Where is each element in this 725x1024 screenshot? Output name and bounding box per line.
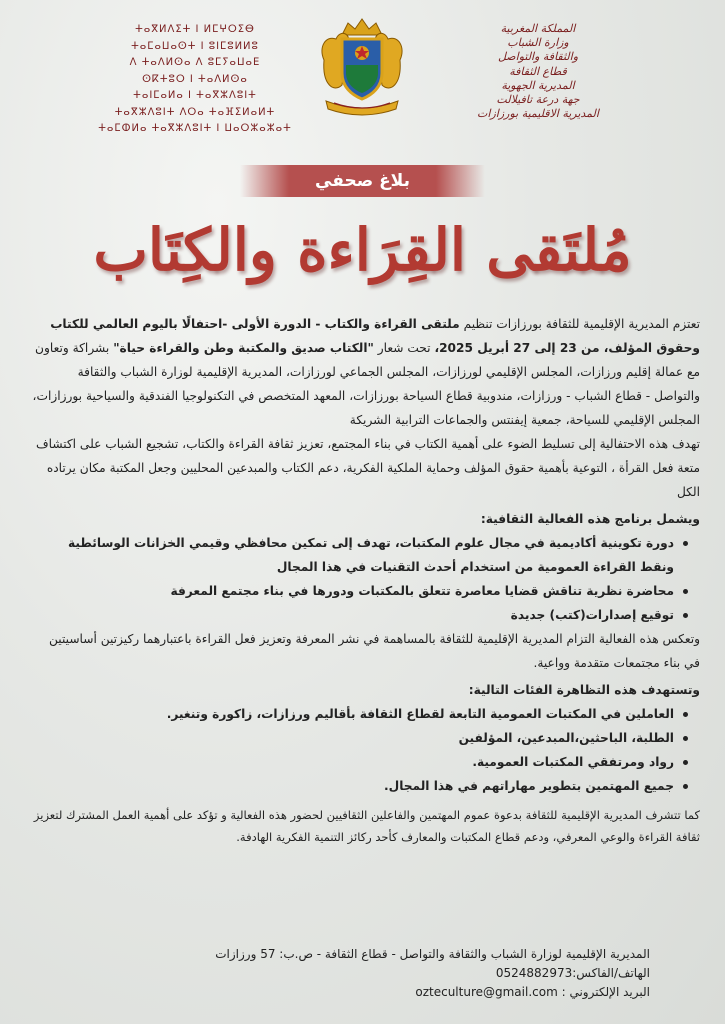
event-slogan: "الكتاب صديق والمكتبة وطن والقراءة حياة": [113, 341, 374, 355]
commitment-paragraph: وتعكس هذه الفعالية التزام المديرية الإقليمية للثقافة بالمساهمة في نشر المعرفة وتعزيز فعل القراءة باعتبارهما ركيزتين أساسيتين في بناء مجتمعات متقدمة وواعية.: [49, 632, 700, 670]
program-list: [30, 531, 700, 627]
contact-phone-row: [40, 964, 650, 983]
audience-heading: وتستهدف هذه التظاهرة الفئات التالية:: [468, 683, 700, 697]
contact-email-row: [40, 983, 650, 1002]
tifinagh-line: ⵜⴰⴳⵍⴷⵉⵜ ⵏ ⵍⵎⵖⵔⵉⴱ: [135, 24, 255, 35]
contact-block: [40, 945, 650, 1002]
list-item: دورة تكوينية أكاديمية في مجال علوم المكتبات، تهدف إلى تمكين محافظي وقيمي الخزانات الوسائطية ونقط القراءة العمومية من استخدام أحدث التقنيات في هذا المجال: [30, 531, 688, 579]
list-item: رواد ومرتفقي المكتبات العمومية.: [30, 750, 688, 774]
goals-paragraph: تهدف هذه الاحتفالية إلى تسليط الضوء على أهمية الكتاب في بناء المجتمع، تعزيز ثقافة القراءة والكتاب، تشجيع الشباب على اكتشاف متعة فعل القرأة ، التوعية بأهمية حقوق المؤلف وحماية الملكية الفكرية، دعم الكتاب والمبدعين المحليين وجعل المكتبة مكان يرتاده الكل: [35, 437, 700, 499]
press-release-banner: بلاغ صحفي: [240, 165, 485, 197]
list-item: جميع المهتمين بتطوير مهاراتهم في هذا المجال.: [30, 774, 688, 798]
intro-paragraph: [30, 312, 700, 432]
body-text: [30, 312, 700, 848]
list-item: الطلبة، الباحثين،المبدعين، المؤلفين: [30, 726, 688, 750]
arabic-header-line: المديرية الاقليمية بورزازات: [477, 107, 599, 121]
arabic-header-line: المديرية الجهوية: [501, 78, 575, 92]
arabic-header-line: المملكة المغربية: [500, 22, 576, 35]
tifinagh-line: ⴷ ⵜⴰⴷⵍⵙⴰ ⴷ ⵓⵎⵢⴰⵡⴰⴹ: [129, 57, 261, 68]
arabic-header-line: والثقافة والتواصل: [497, 50, 579, 64]
email-link[interactable]: ozteculture@gmail.com: [415, 985, 558, 999]
tifinagh-line: ⵜⴰⴳⵣⴷⵓⵏⵜ ⴷⵔⴰ ⵜⴰⴼⵉⵍⴰⵍⵜ: [114, 106, 276, 118]
arabic-header-line: وزارة الشباب: [507, 36, 569, 50]
tifinagh-line: ⵜⴰⵏⵎⴰⵍⴰ ⵏ ⵜⴰⴳⵣⴷⵓⵏⵜ: [133, 90, 257, 101]
arabic-header-line: جهة درعة تافيلالت: [496, 93, 580, 107]
page-title: مُلتَقى القِرَاءة والكِتَاب: [93, 216, 632, 284]
intro-text: تحت شعار: [373, 341, 435, 355]
tifinagh-line: ⵜⴰⵎⴰⵡⴰⵙⵜ ⵏ ⵓⵏⵎⵓⵍⵍⵓ: [131, 40, 259, 52]
list-item: توقيع إصدارات(كتب) جديدة: [30, 603, 688, 627]
phone-label: الهاتف/الفاكس:: [572, 966, 650, 980]
coat-of-arms-icon: [312, 15, 412, 120]
tifinagh-header: [95, 22, 295, 138]
list-item: العاملين في المكتبات العمومية التابعة لقطاع الثقافة بأقاليم ورزازات، زاكورة وتنغير.: [30, 702, 688, 726]
event-name: ملتقى القراءة والكتاب - الدورة الأولى -احتفالًا باليوم العالمي للكتاب وحقوق المؤلف، من 23 إلى 27 أبريل 2025،: [50, 317, 700, 355]
tifinagh-line: ⵜⴰⵎⵀⵍⴰ ⵜⴰⴳⵣⴷⵓⵏⵜ ⵏ ⵡⴰⵔⵣⴰⵣⴰⵜ: [98, 123, 292, 134]
program-heading: ويشمل برنامج هذه الفعالية الثقافية:: [480, 512, 700, 526]
closing-paragraph: كما تتشرف المديرية الإقليمية للثقافة بدعوة عموم المهتمين والفاعلين الثقافيين لحضور هذه الفعالية و تؤكد على أهمية العمل المشترك لتعزيز ثقافة القراءة والوعي المعرفي، ودعم قطاع المكتبات والمعارف كأحد ركائز التنمية الفكرية الهادفة.: [33, 808, 700, 844]
arabic-header-line: قطاع الثقافة: [509, 64, 567, 78]
phone-number[interactable]: 0524882973: [495, 966, 573, 980]
audience-list: [30, 702, 700, 798]
arabic-header: [443, 22, 633, 121]
email-label: البريد الإلكتروني :: [561, 985, 650, 999]
intro-text: بشراكة وتعاون مع عمالة إقليم ورزازات، المجلس الإقليمي لورزازات، المجلس الجماعي لورزازات، المديرية الإقليمية لوزارة الشباب والثقافة والتواصل - قطاع الشباب - ورزازات، مندوبية قطاع السياحة بورزازات، المعهد المتخصص في التكنولوجيا الفندقية والسياحية بورزازات، المجلس الإقليمي للسياحة، جمعية إيفنتس والجماعات الترابية الشريكة: [32, 341, 700, 427]
intro-text: تعتزم المديرية الإقليمية للثقافة بورزازات تنظيم: [459, 317, 700, 331]
contact-address: المديرية الإقليمية لوزارة الشباب والثقافة والتواصل - قطاع الثقافة - ص.ب: 57 ورزازات: [215, 947, 650, 961]
tifinagh-line: ⵙⴽⵜⵓⵔ ⵏ ⵜⴰⴷⵍⵙⴰ: [142, 73, 248, 85]
list-item: محاضرة نظرية تناقش قضايا معاصرة تتعلق بالمكتبات ودورها في بناء مجتمع المعرفة: [30, 579, 688, 603]
